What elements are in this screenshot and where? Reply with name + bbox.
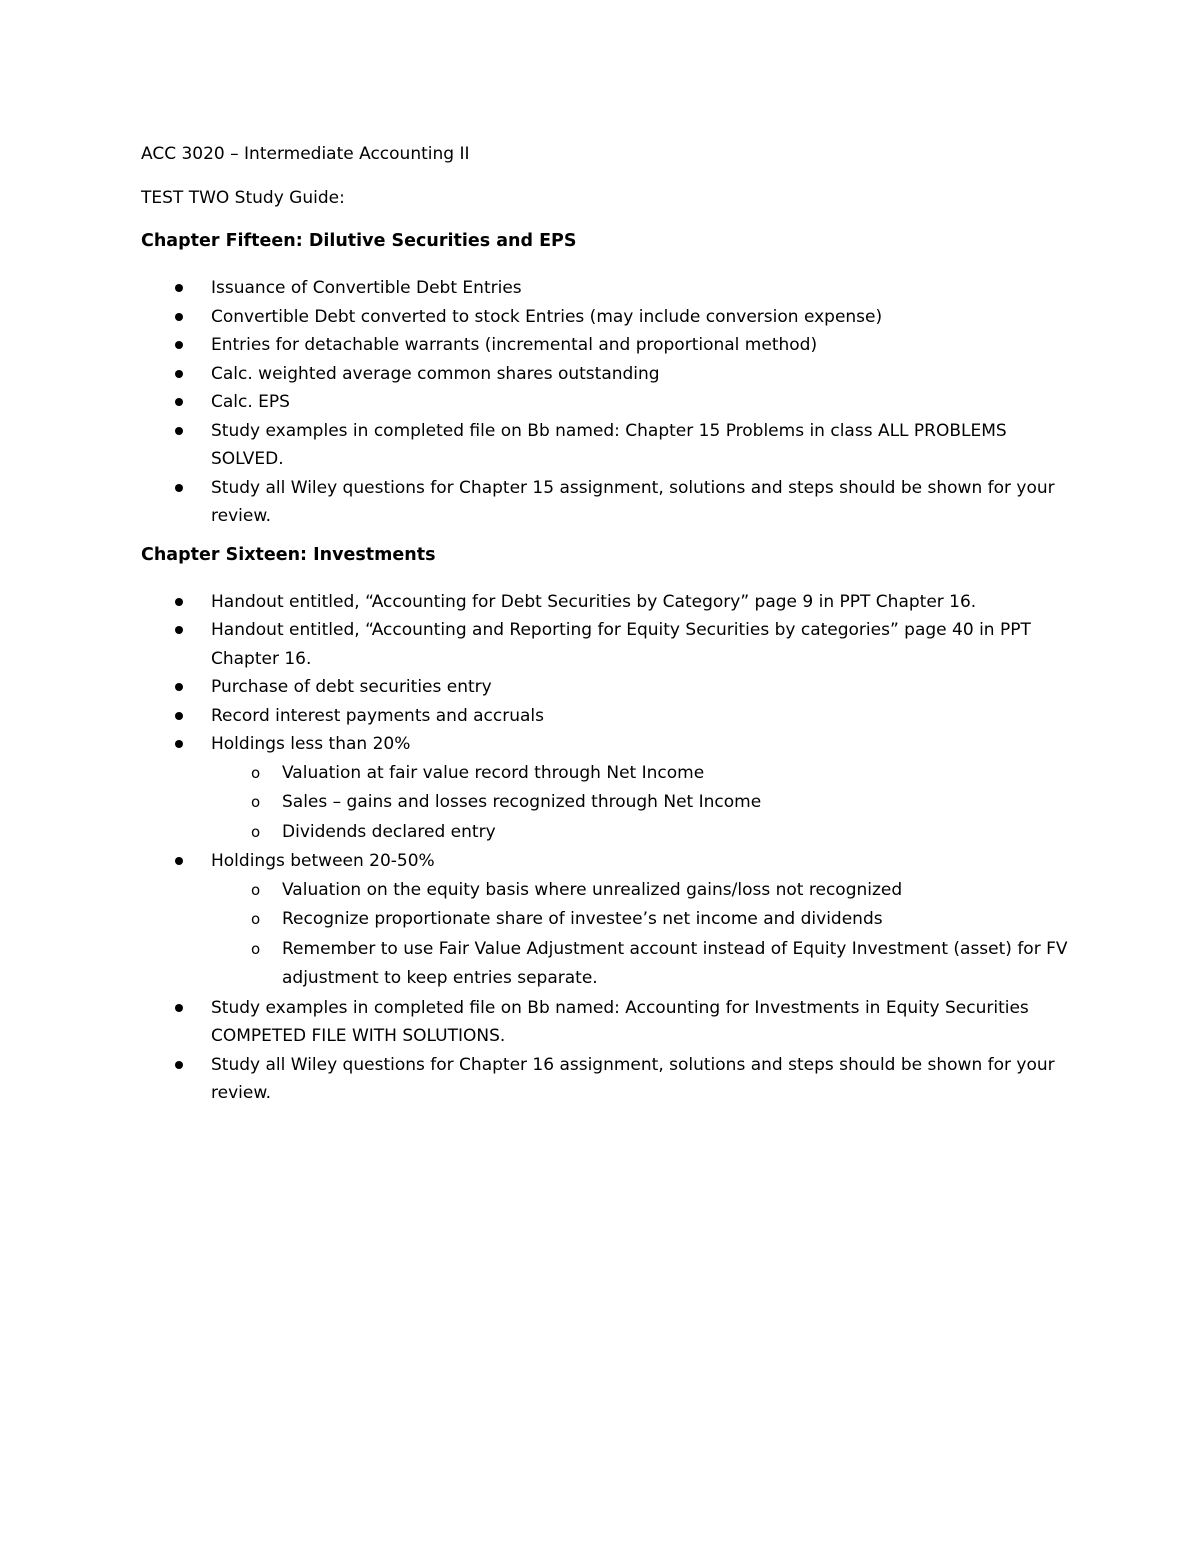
bullet-icon: [175, 1061, 183, 1069]
chapter-16-heading: Chapter Sixteen: Investments: [141, 544, 436, 565]
list-item-text: Issuance of Convertible Debt Entries: [211, 278, 522, 298]
list-item-text: Holdings less than 20%: [211, 734, 411, 754]
sub-bullet-icon: o: [251, 793, 261, 811]
list-item: [141, 730, 1071, 847]
sub-bullet-icon: o: [251, 880, 261, 899]
sub-list: [211, 876, 1071, 994]
sub-list-item: [211, 818, 1071, 848]
bullet-icon: [175, 712, 183, 720]
guide-title: TEST TWO Study Guide:: [141, 188, 345, 208]
list-item-text: Handout entitled, “Accounting and Reporting for Equity Securities by categories” page 40 in PPT Chapter 16.: [211, 620, 1031, 669]
sub-list-item: [211, 876, 1071, 906]
bullet-icon: [175, 341, 183, 349]
list-item-text: Holdings between 20-50%: [211, 851, 435, 871]
chapter-16-list: [141, 588, 1071, 1108]
bullet-icon: [175, 1004, 183, 1012]
list-item-text: Convertible Debt converted to stock Entries (may include conversion expense): [211, 306, 883, 327]
bullet-icon: [175, 427, 183, 435]
sub-list-item: [211, 935, 1071, 994]
section-gap: [141, 531, 1071, 543]
bullet-icon: [175, 284, 183, 292]
list-item-text: Study examples in completed file on Bb named: Accounting for Investments in Equity Securities COMPETED FILE WITH SOLUTIONS.: [211, 997, 1029, 1046]
list-item: [141, 474, 1071, 531]
list-item: [141, 274, 1071, 303]
list-item: [141, 417, 1071, 474]
list-item-text: Study examples in completed file on Bb named: Chapter 15 Problems in class ALL PROBLEMS SOLVED.: [211, 420, 1007, 469]
chapter-15-heading: Chapter Fifteen: Dilutive Securities and EPS: [141, 231, 577, 251]
bullet-icon: [175, 683, 183, 691]
sub-list: [211, 759, 1071, 848]
list-item: [141, 588, 1071, 617]
bullet-icon: [175, 484, 183, 492]
list-item: [141, 360, 1071, 389]
list-item: [141, 388, 1071, 417]
bullet-icon: [175, 740, 183, 748]
list-item-text: Calc. weighted average common shares outstanding: [211, 363, 660, 384]
list-item: [141, 331, 1071, 360]
list-item: [141, 303, 1071, 332]
sub-list-item-text: Recognize proportionate share of investee’s net income and dividends: [282, 909, 883, 929]
list-item: [141, 616, 1071, 673]
list-item-text: Calc. EPS: [211, 392, 290, 412]
list-item: [141, 702, 1071, 731]
bullet-icon: [175, 370, 183, 378]
list-item-text: Handout entitled, “Accounting for Debt Securities by Category” page 9 in PPT Chapter 16.: [211, 591, 977, 612]
list-item: [141, 994, 1071, 1051]
sub-list-item: [211, 905, 1071, 935]
list-item-text: Study all Wiley questions for Chapter 16 assignment, solutions and steps should be shown for your review.: [211, 1054, 1055, 1103]
sub-bullet-icon: o: [251, 763, 261, 782]
bullet-icon: [175, 626, 183, 634]
sub-list-item: [211, 759, 1071, 789]
sub-bullet-icon: o: [251, 910, 261, 928]
sub-list-item-text: Valuation on the equity basis where unrealized gains/loss not recognized: [282, 879, 903, 900]
document-page: [141, 142, 1071, 1108]
list-item-text: Entries for detachable warrants (incremental and proportional method): [211, 335, 818, 355]
sub-bullet-icon: o: [251, 939, 261, 958]
list-item-text: Study all Wiley questions for Chapter 15 assignment, solutions and steps should be shown for your review.: [211, 477, 1055, 526]
sub-list-item-text: Valuation at fair value record through Net Income: [282, 762, 705, 783]
bullet-icon: [175, 857, 183, 865]
bullet-icon: [175, 398, 183, 406]
course-title: ACC 3020 – Intermediate Accounting II: [141, 144, 470, 164]
sub-list-item-text: Sales – gains and losses recognized through Net Income: [282, 792, 762, 812]
bullet-icon: [175, 313, 183, 321]
sub-list-item-text: Dividends declared entry: [282, 821, 496, 842]
sub-list-item-text: Remember to use Fair Value Adjustment account instead of Equity Investment (asset) for FV adjustment to keep entries separate.: [282, 938, 1068, 988]
list-item: [141, 673, 1071, 702]
sub-list-item: [211, 788, 1071, 818]
list-item-text: Purchase of debt securities entry: [211, 677, 492, 697]
list-item: [141, 1051, 1071, 1108]
sub-bullet-icon: o: [251, 822, 261, 841]
list-item: [141, 847, 1071, 994]
list-item-text: Record interest payments and accruals: [211, 705, 545, 726]
chapter-15-list: [141, 274, 1071, 531]
bullet-icon: [175, 598, 183, 606]
